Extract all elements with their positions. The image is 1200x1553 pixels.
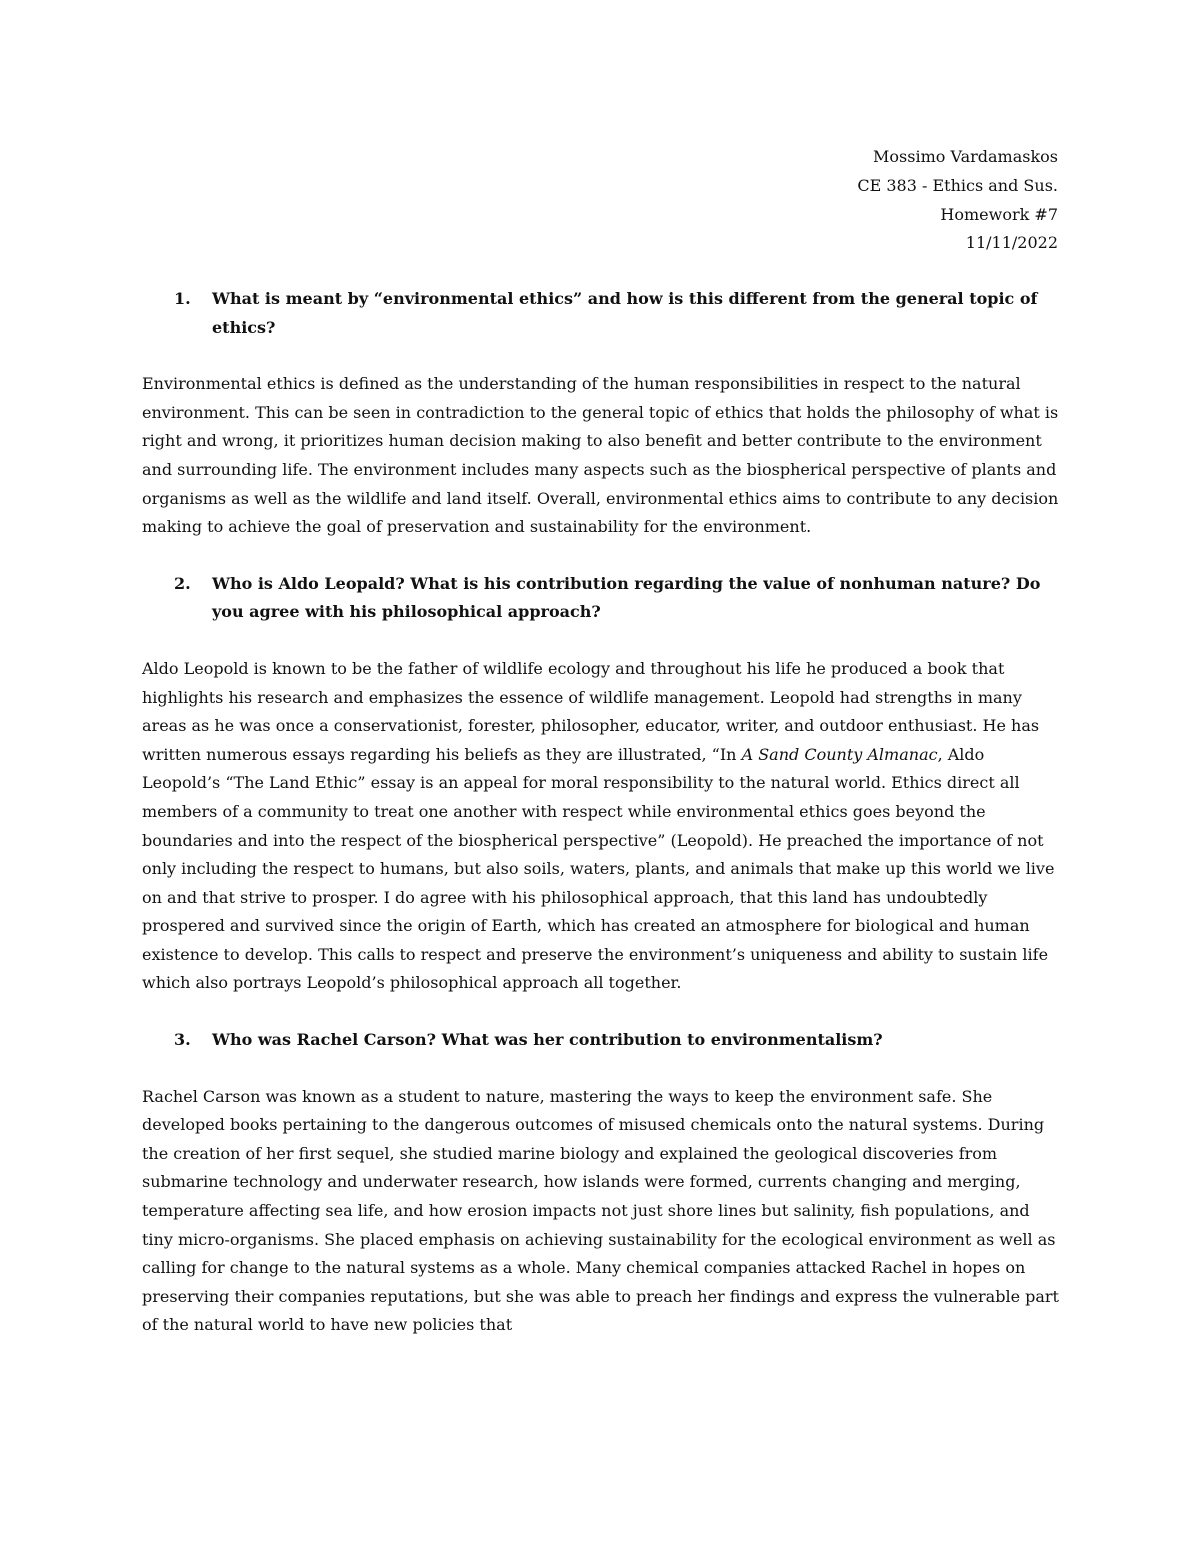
assignment-title: Homework #7 <box>940 204 1058 224</box>
question-1 <box>142 285 1060 342</box>
answer-3: Rachel Carson was known as a student to nature, mastering the ways to keep the environment safe. She developed books pertaining to the dangerous outcomes of misused chemicals onto the natural systems. During the creation of her first sequel, she studied marine biology and explained the geological discoveries from submarine technology and underwater research, how islands were formed, currents changing and merging, temperature affecting sea life, and how erosion impacts not just shore lines but salinity, fish populations, and tiny micro-organisms. She placed emphasis on achieving sustainability for the ecological environment as well as calling for change to the natural systems as a whole. Many chemical companies attacked Rachel in hopes on preserving their companies reputations, but she was able to preach her findings and express the vulnerable part of the natural world to have new policies that <box>142 1086 1059 1335</box>
document-date: 11/11/2022 <box>965 233 1058 253</box>
document-body <box>142 285 1060 1340</box>
question-3 <box>142 1026 1060 1055</box>
author-name: Mossimo Vardamaskos <box>873 147 1058 166</box>
question-text: Who is Aldo Leopald? What is his contribution regarding the value of nonhuman nature? Do you agree with his philosophical approach? <box>212 573 1041 622</box>
document-header <box>857 143 1058 258</box>
question-number: 1. <box>174 289 191 308</box>
question-number: 3. <box>174 1030 191 1050</box>
answer-text: Aldo Leopold is known to be the father of wildlife ecology and throughout his life he produced a book that highlights his research and emphasizes the essence of wildlife management. Leopold had strengths in many areas as he was once a conservationist, forester, philosopher, educator, writer, and outdoor enthusiast. He has written numerous essays regarding his beliefs as they are illustrated, “In <box>142 658 1040 764</box>
answer-text: , Aldo Leopold’s “The Land Ethic” essay is an appeal for moral responsibility to the natural world. Ethics direct all members of a community to treat one another with respect while environmental ethics goes beyond the boundaries and into the respect of the biospherical perspective” (Leopold). He preached the importance of not only including the respect to humans, but also soils, waters, plants, and animals that make up this world we live on and that strive to prosper. I do agree with his philosophical approach, that this land has undoubtedly prospered and survived since the origin of Earth, which has created an atmosphere for biological and human existence to develop. This calls to respect and preserve the environment’s uniqueness and ability to sustain life which also portrays Leopold’s philosophical approach all together. <box>142 744 1055 993</box>
answer-1: Environmental ethics is defined as the understanding of the human responsibilities in respect to the natural environment. This can be seen in contradiction to the general topic of ethics that holds the philosophy of what is right and wrong, it prioritizes human decision making to also benefit and better contribute to the environment and surrounding life. The environment includes many aspects such as the biospherical perspective of plants and organisms as well as the wildlife and land itself. Overall, environmental ethics aims to contribute to any decision making to achieve the goal of preservation and sustainability for the environment. <box>142 374 1059 537</box>
course-title: CE 383 - Ethics and Sus. <box>857 175 1058 195</box>
question-number: 2. <box>174 573 191 593</box>
question-2 <box>142 570 1060 627</box>
question-text: Who was Rachel Carson? What was her contribution to environmentalism? <box>212 1030 883 1050</box>
question-text: What is meant by “environmental ethics” and how is this different from the general topic of ethics? <box>212 289 1038 337</box>
book-title: A Sand County Almanac <box>741 744 938 764</box>
answer-2 <box>142 655 1060 998</box>
